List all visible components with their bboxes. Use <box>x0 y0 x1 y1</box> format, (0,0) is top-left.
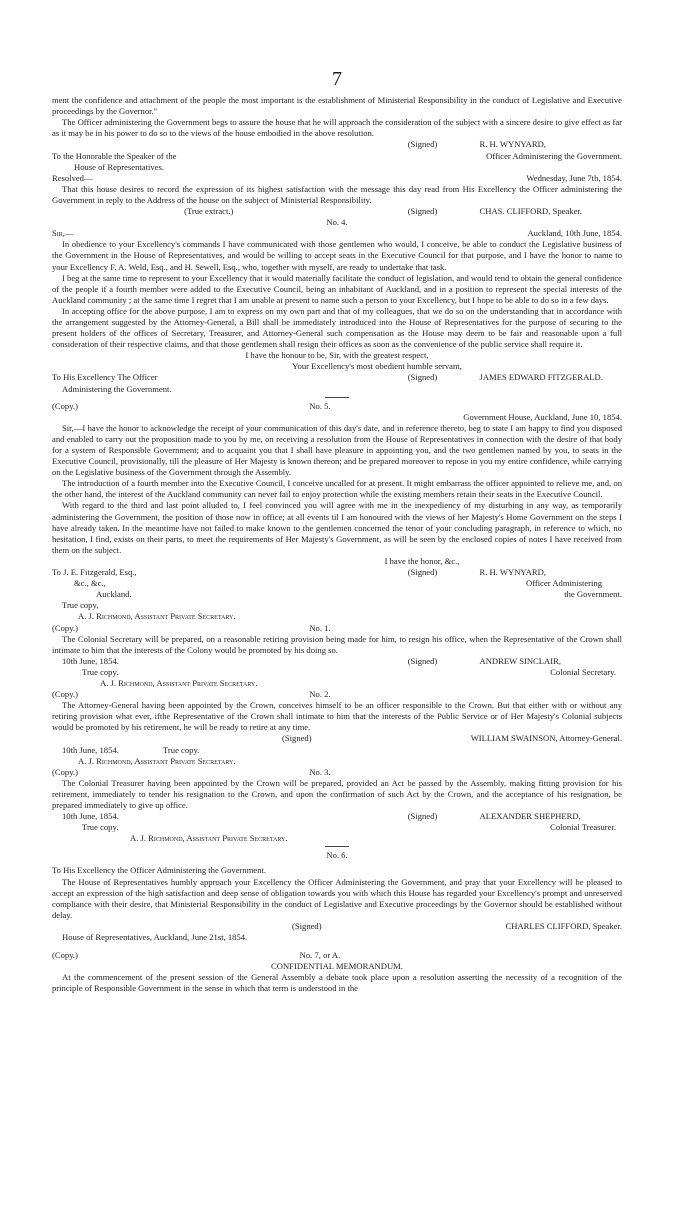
copy-label: (Copy.) <box>52 400 78 411</box>
signature-block <box>52 811 622 822</box>
addressee-place: Auckland. <box>96 589 132 600</box>
signer-name: WILLIAM SWAINSON, Attorney-General. <box>470 733 622 744</box>
signature-block <box>52 921 622 932</box>
place-date: Auckland, 10th June, 1854. <box>527 228 622 239</box>
copy-label: (Copy.) <box>52 622 78 633</box>
salutation: Sir,— <box>52 228 74 239</box>
copy-label: (Copy.) <box>52 950 78 961</box>
address-no-6 <box>52 850 622 943</box>
addressee: To His Excellency The Officer <box>52 372 158 383</box>
signed-label: (Signed) <box>407 655 438 666</box>
copy-heading-line <box>52 401 622 412</box>
signed-label: (Signed) <box>292 920 322 931</box>
note-no-3 <box>52 767 622 845</box>
secretary-line: A. J. Richmond, Assistant Private Secretary. <box>78 755 236 766</box>
true-copy: True copy. <box>82 822 119 833</box>
copy-label: (Copy.) <box>52 766 78 777</box>
true-copy: True copy, <box>62 600 99 611</box>
signature-block <box>52 567 622 578</box>
note-date: 10th June, 1854. <box>62 744 119 755</box>
signed-label: (Signed) <box>407 811 438 822</box>
document-page <box>52 0 622 1212</box>
signed-label: (Signed) <box>407 372 438 383</box>
signature-block <box>52 139 622 150</box>
paragraph: In accepting office for the above purpose, I am to express on my own part and that of my colleagues, that we do so on the understanding that in accordance with the arrangement suggested by the Attorney-General, a Bill shall be immediately introduced into the House of Representatives for the purpose of securing to the present holders of the offices of Secretary, Treasurer, and Attorney-General such compensation as the House may deem to be fair and reasonable upon a full consideration of their respective claims, and that those gentlemen shall resign their offices as soon as the convenience of the public service shall require it. <box>52 305 622 350</box>
address-line <box>52 578 622 589</box>
paragraph: I beg at the same time to represent to your Excellency that it would materially facilitate the conduct of legislation, and would tend to obtain the general confidence of the people if a fourth member were added to the Executive Council, being an inhabitant of Auckland, and in a position to represent the special interests of the Auckland community ; at the same time I regret that I am unable at present to name such a person to your Excellency, but I hope to be able to do so in a few days. <box>52 272 622 305</box>
address-line <box>52 822 622 833</box>
paragraph: The Attorney-General having been appointed by the Crown, conceives himself to be an officer responsible to the Crown. But that either with or without any retiring provision what ever, ifthe Representative of the Crown shall intimate to him that the interests of the Public Service or of Her Majesty's Colonial subjects would be promoted by his retirement, he will be ready to retire at any time. <box>52 700 622 733</box>
address-line <box>52 667 622 678</box>
copy-heading-line <box>52 767 622 778</box>
addressee-etc: &c., &c., <box>74 578 106 589</box>
true-copy: True copy. <box>162 744 200 755</box>
addressee-line: Administering the Government. <box>62 383 172 394</box>
page-number: 7 <box>332 68 342 90</box>
signer-name: ANDREW SINCLAIR, <box>479 655 561 666</box>
memorandum-no-7 <box>52 950 622 994</box>
paragraph: With regard to the third and last point alluded to, I feel convinced you will agree with me in the inexpediency of my disturbing in any way, as temporarily administering the Government, the position of those now in office; at all events til I am honoured with the views of her Majesty's Home Government on the steps I have already taken. In the meantime have not failed to make known to the gentlemen concerned the tenor of your concluding paragraph, in reference to which, no hesitation, I find, exists on their parts, to meet the requirements of Her Majesty's Government, as will be seen by the enclosed copies of notes I have received from them on the subject. <box>52 500 622 555</box>
addressee: To His Excellency the Officer Administering the Government. <box>52 865 267 876</box>
note-no-2 <box>52 689 622 767</box>
paragraph: At the commencement of the present session of the General Assembly a debate took place upon a resolution asserting the necessity of a recognition of the principle of Responsible Government in the sense in which that term is understood in the <box>52 972 622 994</box>
signer-title: Colonial Treasurer. <box>550 822 616 833</box>
closing-line: I have the honor, &c., <box>384 555 460 566</box>
copy-heading-line <box>52 950 622 961</box>
addressee: To J. E. Fitzgerald, Esq., <box>52 567 137 578</box>
signature-block <box>52 733 622 744</box>
signer-title: Colonial Secretary. <box>550 666 616 677</box>
section-heading: No. 4. <box>326 217 348 228</box>
house-date-line: House of Representatives, Auckland, June 21st, 1854. <box>62 932 248 943</box>
resolved-label: Resolved— <box>52 172 93 183</box>
section-heading: No. 1. <box>309 622 331 633</box>
addressee: To the Honorable the Speaker of the <box>52 150 177 161</box>
copy-label: (Copy.) <box>52 689 78 700</box>
secretary-line: A. J. Richmond, Assistant Private Secretary. <box>130 833 288 844</box>
note-no-1 <box>52 623 622 690</box>
signed-label: (Signed) <box>282 733 312 744</box>
signer-name: CHAS. CLIFFORD, Speaker. <box>479 206 582 217</box>
section-divider <box>325 846 349 847</box>
date-line <box>52 745 622 756</box>
secretary-line: A. J. Richmond, Assistant Private Secretary. <box>78 611 236 622</box>
paragraph: In obedience to your Excellency's commands I have communicated with those gentlemen who would, I conceive, be able to conduct the Legislative business of the Government in the House of Representatives, and would be willing to accept seats in the Executive Council for that purpose, and I have the honor to name to your Excellency F. A. Weld, Esq., and H. Sewell, Esq., who, together with myself, are ready to undertake that task. <box>52 239 622 272</box>
signature-block <box>52 206 622 217</box>
section-heading: No. 7, or A. <box>299 950 341 961</box>
resolved-line <box>52 173 622 184</box>
letter-no-4 <box>52 217 622 395</box>
signature-block <box>52 656 622 667</box>
section-divider <box>325 397 349 398</box>
copy-heading-line <box>52 623 622 634</box>
signed-label: (Signed) <box>407 139 438 150</box>
signer-title: Officer Administering <box>526 578 602 589</box>
note-date: 10th June, 1854. <box>62 655 119 666</box>
signer-name: R. H. WYNYARD, <box>479 567 546 578</box>
signer-name: ALEXANDER SHEPHERD, <box>479 811 581 822</box>
note-date: 10th June, 1854. <box>62 811 119 822</box>
memorandum-title: CONFIDENTIAL MEMORANDUM. <box>271 961 403 972</box>
signer-name: CHARLES CLIFFORD, Speaker. <box>505 920 622 931</box>
resolution-text: That this house desires to record the expression of its highest satisfaction with the message this day read from His Excellency the Officer administering the Government in reply to the Address of the house on the subject of Ministerial Responsibility. <box>52 183 622 205</box>
section-heading: No. 6. <box>326 850 348 861</box>
paragraph: The Officer administering the Government begs to assure the house that he will approach the consideration of the subject with a sincere desire to give effect as far as it may be in his power to do so to the views of the house embodied in the above resolution. <box>52 117 622 139</box>
paragraph: The House of Representatives humbly approach your Excellency the Officer Administering the Government, and pray that your Excellency will be pleased to accept an expression of the high satisfaction and deep sense of obligation towards you with which this House has regarded your Excellency's prompt and unreserved compliance with their desire, that Ministerial Responsibility in the conduct of Legislative and Executive proceedings by the Governor should be established without delay. <box>52 876 622 920</box>
signer-name: JAMES EDWARD FITZGERALD. <box>479 372 603 383</box>
resolved-date: Wednesday, June 7th, 1854. <box>526 172 622 183</box>
signer-name: R. H. WYNYARD, <box>479 139 546 150</box>
closing-line: I have the honour to be, Sir, with the greatest respect, <box>245 350 429 361</box>
section-heading: No. 3. <box>309 766 331 777</box>
paragraph: The introduction of a fourth member into the Executive Council, I conceive uncalled for at present. It might embarrass the officer appointed to relieve me, and, on the other hand, the interest of the Auckland community can never fail to enjoy protection while the existing members retain their seats in the Executive Council. <box>52 478 622 500</box>
signer-title: the Government. <box>564 589 622 600</box>
signer-title: Officer Administering the Government. <box>486 150 622 161</box>
paragraph: ment the confidence and attachment of the people the most important is the establishment of Ministerial Responsibility in the conduct of Legislative and Executive proceedings by the Governor." <box>52 95 622 117</box>
signed-label: (Signed) <box>407 206 438 217</box>
true-extract: (True extract.) <box>184 206 234 217</box>
letter-no-5 <box>52 401 622 623</box>
true-copy: True copy. <box>82 666 119 677</box>
secretary-line: A. J. Richmond, Assistant Private Secretary. <box>100 677 258 688</box>
intro-section <box>52 95 622 217</box>
address-line <box>52 589 622 600</box>
addressee-house: House of Representatives. <box>74 161 164 172</box>
signed-label: (Signed) <box>407 567 438 578</box>
closing-line: Your Excellency's most obedient humble servant, <box>292 361 462 372</box>
paragraph: The Colonial Treasurer having been appointed by the Crown will be prepared, provided an Act be passed by the Assembly, making fitting provision for his retirement, immediately to tender his resignation to the Crown, and upon the confirmation of such Act by the Crown, and the acceptance of his resignation, be prepared immediately to give up office. <box>52 777 622 810</box>
place-date: Government House, Auckland, June 10, 1854. <box>463 411 622 422</box>
section-heading: No. 2. <box>309 689 331 700</box>
copy-heading-line <box>52 689 622 700</box>
signature-block <box>52 372 622 383</box>
salutation-line <box>52 228 622 239</box>
paragraph: The Colonial Secretary will be prepared, on a reasonable retiring provision being made for him, to resign his office, when the Representative of the Crown shall intimate to him that the interests of the Colony would be promoted by his doing so. <box>52 633 622 655</box>
section-heading: No. 5. <box>309 400 331 411</box>
address-line <box>52 151 622 162</box>
paragraph: Sir,—I have the honor to acknowledge the receipt of your communication of this day's date, and in reference thereto, beg to state I am happy to find you disposed and enabled to carry out the proposition made to you by me, on receiving a resolution from the House of Representatives in connection with the desire of that body for a system of Responsible Government; and to acquaint you that I shall have pleasure in appointing you, and the two gentlemen named by you, to seats in the Executive Council, provisionally, till the pleasure of Her Majesty is known thereon; and be prepared moreover to repose in you my entire confidence, while carrying on the Legislative business of the Government through the Assembly. <box>52 422 622 478</box>
